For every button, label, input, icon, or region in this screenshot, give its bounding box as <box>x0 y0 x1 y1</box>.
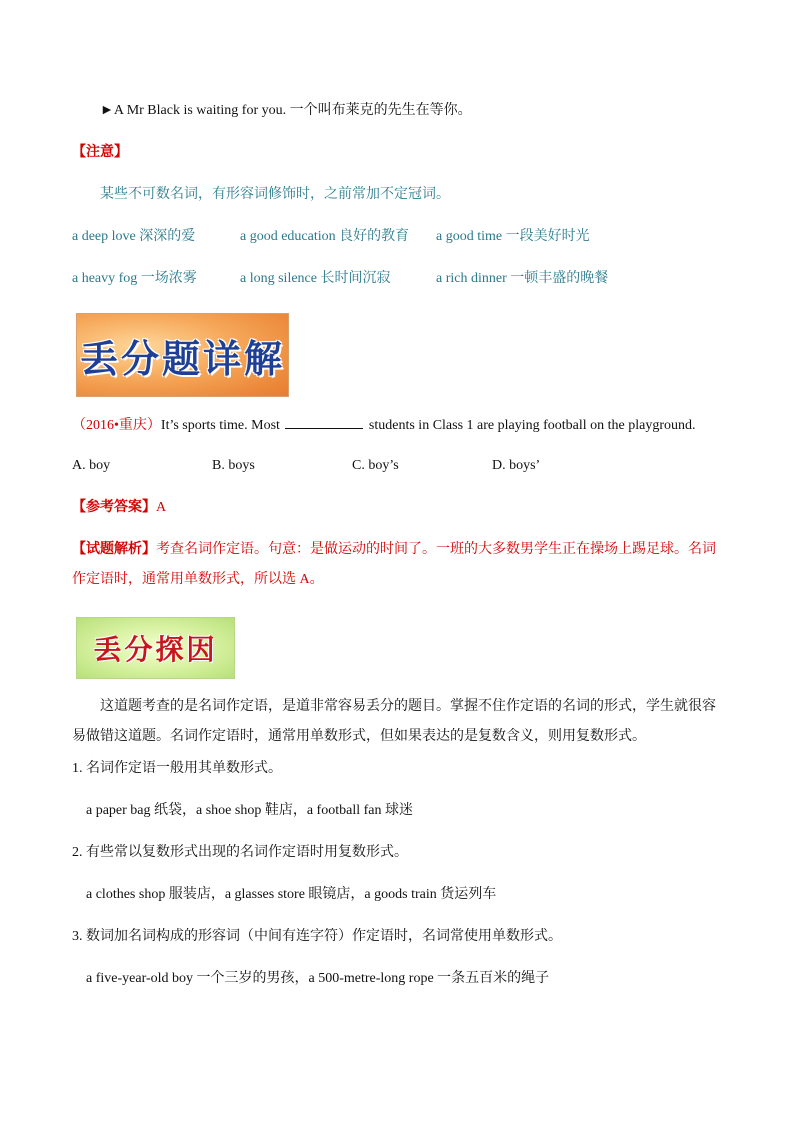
example-sentence: ►A Mr Black is waiting for you. 一个叫布莱克的先生在等你。 <box>100 103 472 118</box>
rule-example: a five-year-old boy 一个三岁的男孩，a 500-metre-long rope 一条五百米的绳子 <box>86 971 550 986</box>
analysis-text: 考查名词作定语。句意：是做运动的时间了。一班的大多数男学生正在操场上踢足球。名词 <box>156 542 716 557</box>
note-example: a long silence 长时间沉寂 <box>240 271 391 286</box>
note-example: a rich dinner 一顿丰盛的晚餐 <box>436 271 609 286</box>
rule-title: 3. 数词加名词构成的形容词（中间有连字符）作定语时，名词常使用单数形式。 <box>72 929 562 944</box>
reference-answer <box>72 498 166 518</box>
note-text: 某些不可数名词，有形容词修饰时，之前常加不定冠词。 <box>100 187 450 202</box>
rule-title: 2. 有些常以复数形式出现的名词作定语时用复数形式。 <box>72 845 408 860</box>
option-a: A. boy <box>72 458 111 473</box>
question-text-before: It’s sports time. Most <box>160 418 284 433</box>
rule-example: a paper bag 纸袋，a shoe shop 鞋店，a football fan 球迷 <box>86 803 413 818</box>
question-text-after: students in Class 1 are playing football on the playground. <box>365 418 696 433</box>
option-b: B. boys <box>212 458 255 473</box>
option-d: D. boys’ <box>492 458 541 473</box>
section-banner-error-cause: 丢分探因 <box>76 617 235 679</box>
option-c: C. boy’s <box>352 458 399 473</box>
note-example: a good education 良好的教育 <box>240 229 410 244</box>
analysis-line-2: 作定语时，通常用单数形式，所以选 A。 <box>72 572 324 587</box>
rule-example: a clothes shop 服装店，a glasses store 眼镜店，a goods train 货运列车 <box>86 887 497 902</box>
note-example: a heavy fog 一场浓雾 <box>72 271 197 286</box>
note-label: 【注意】 <box>72 145 128 160</box>
question-source: （2016•重庆） <box>72 418 161 433</box>
analysis-line-1 <box>72 540 716 560</box>
explanation-line-2: 易做错这道题。名词作定语时，通常用单数形式，但如果表达的是复数含义，则用复数形式。 <box>72 729 646 744</box>
rule-title: 1. 名词作定语一般用其单数形式。 <box>72 761 282 776</box>
note-example: a deep love 深深的爱 <box>72 229 196 244</box>
answer-value: A <box>156 500 167 515</box>
note-example: a good time 一段美好时光 <box>436 229 590 244</box>
answer-label: 【参考答案】 <box>72 500 156 515</box>
section-banner-error-detail: 丢分题详解 <box>76 313 289 397</box>
explanation-line-1: 这道题考查的是名词作定语，是道非常容易丢分的题目。掌握不住作定语的名词的形式，学生就很容 <box>100 699 716 714</box>
answer-blank <box>285 414 363 429</box>
analysis-label: 【试题解析】 <box>72 542 156 557</box>
question <box>72 414 696 436</box>
